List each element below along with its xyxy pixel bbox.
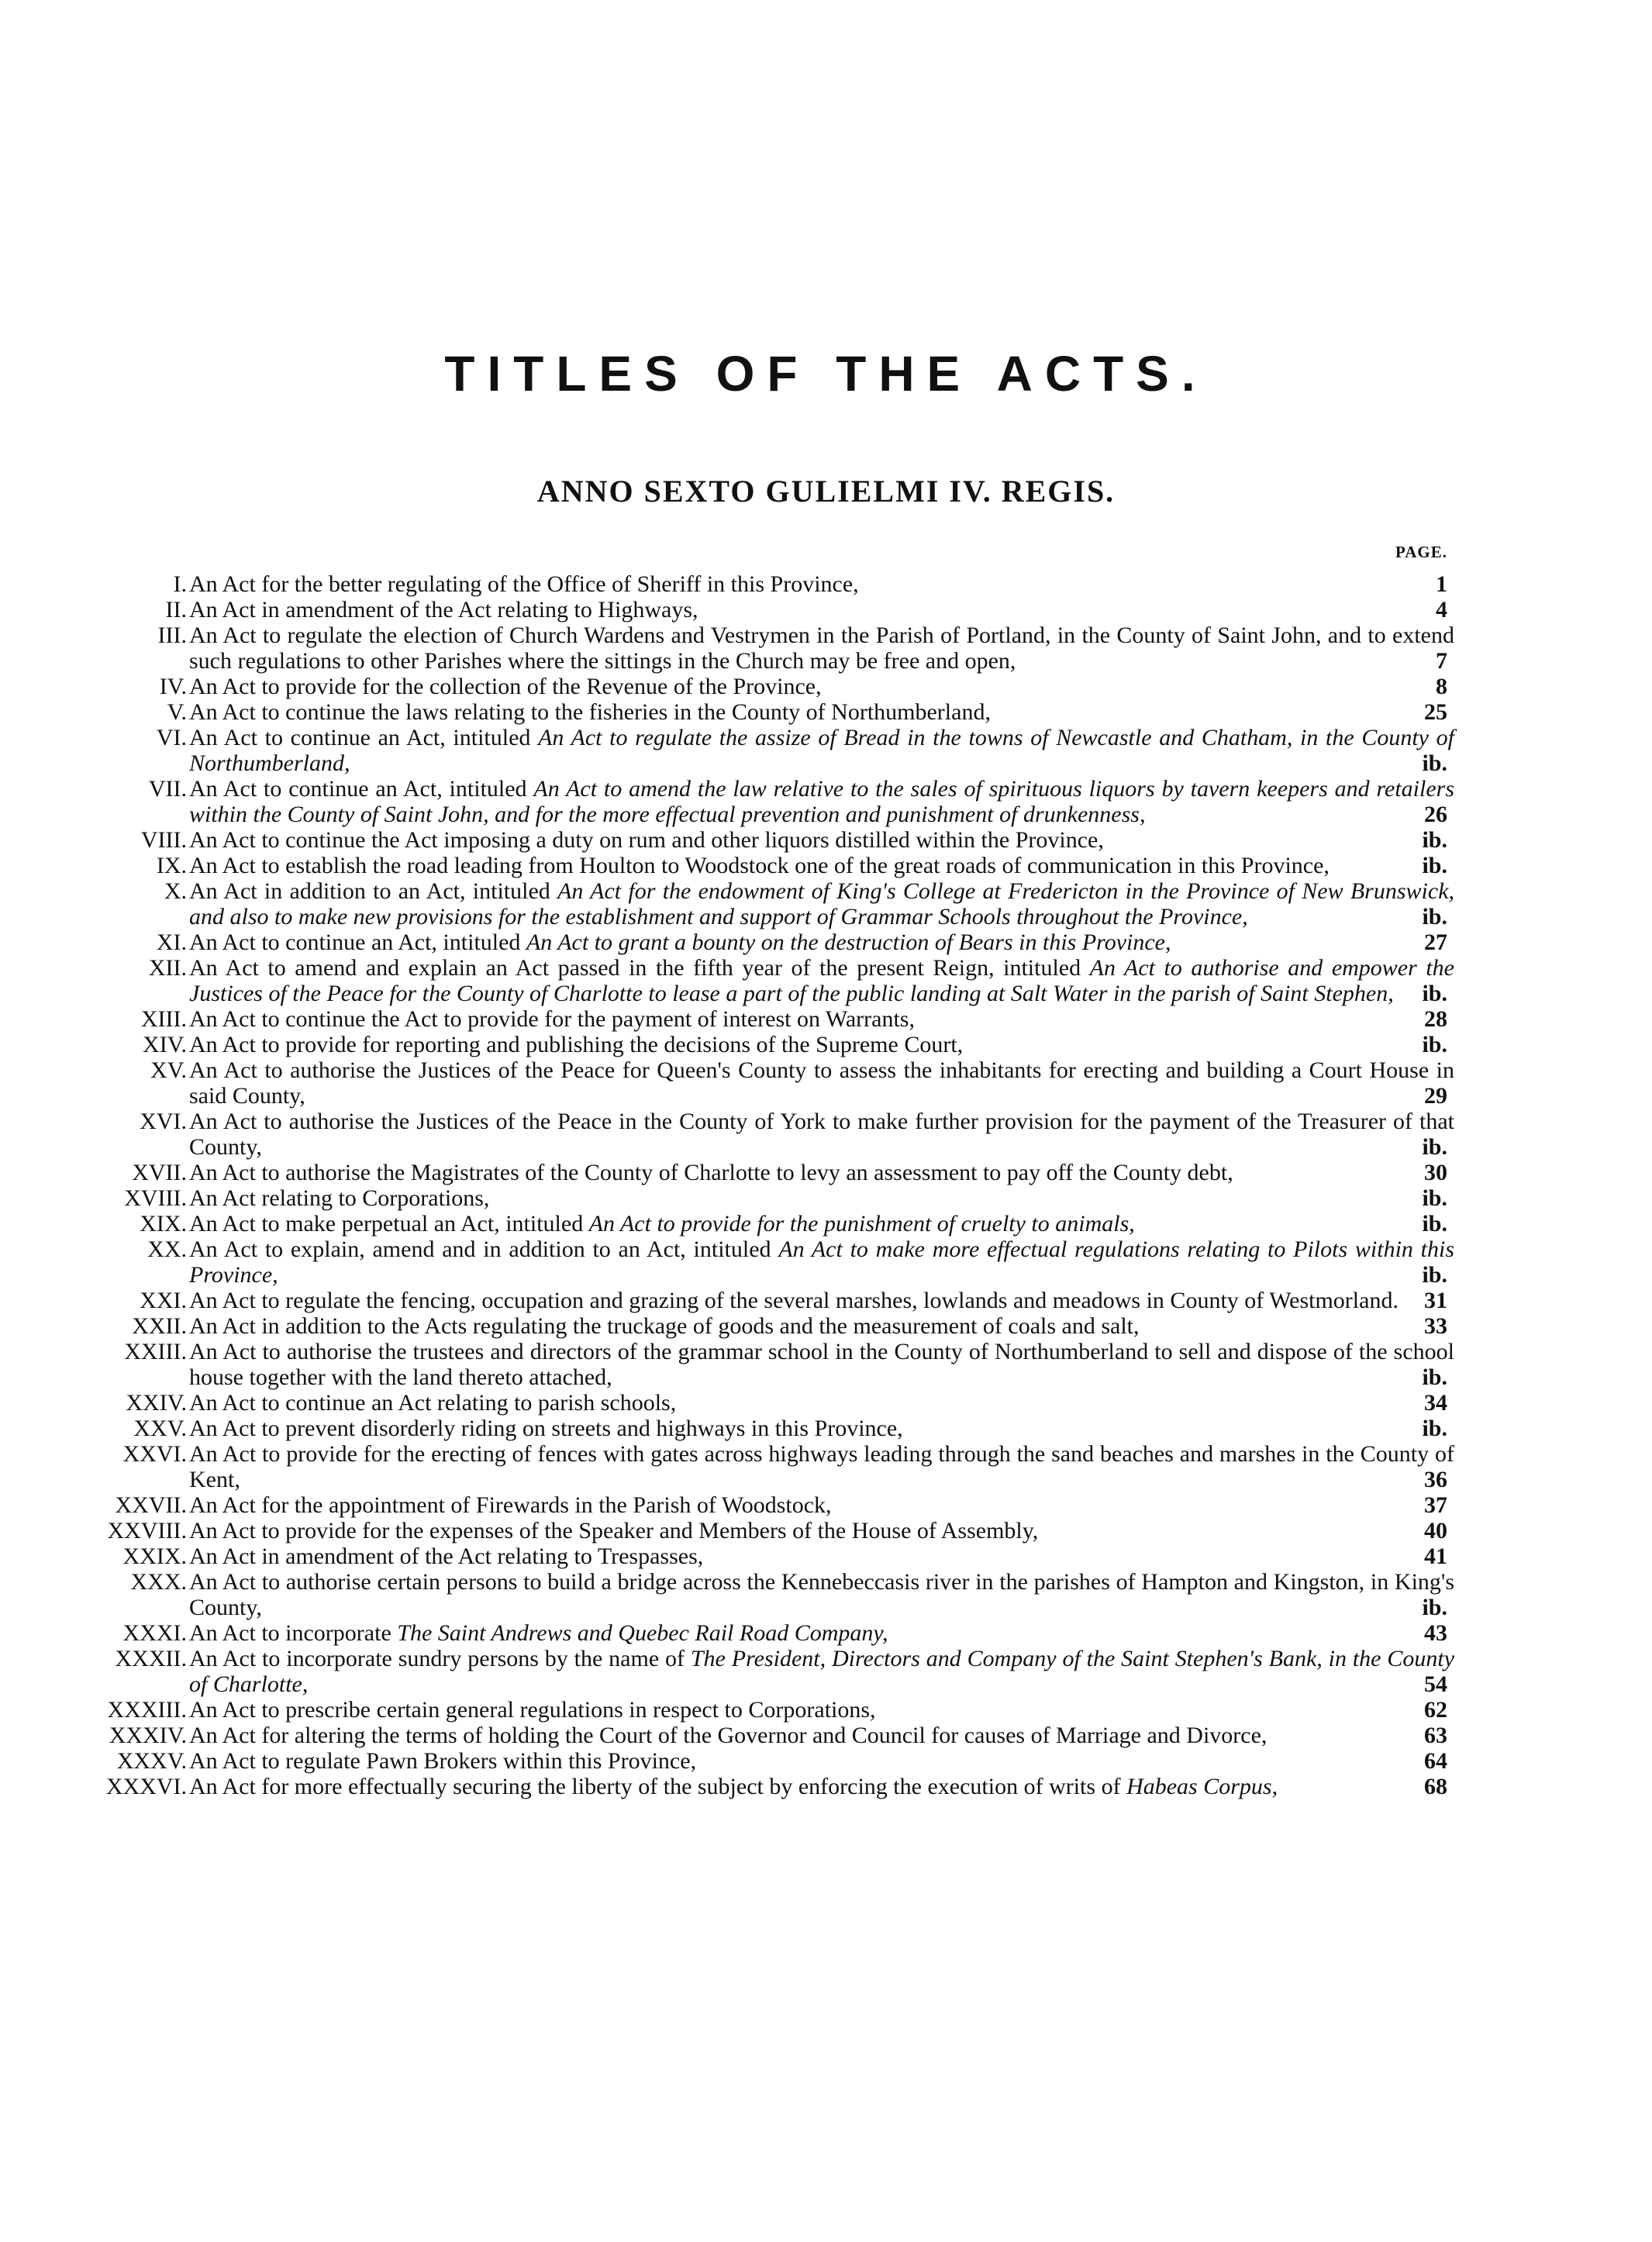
act-entry <box>0 623 1652 674</box>
act-page: 8 <box>1436 674 1447 699</box>
act-entry <box>0 1109 1652 1160</box>
act-title-text: An Act to make perpetual an Act, intituled <box>189 1211 584 1237</box>
act-title <box>189 1646 1454 1697</box>
act-title-italic: An Act for the endowment of King's College at Fredericton in the Province of New Brunswick, and also to make new provisions for the establishment and support of Grammar Schools throughout the Province, <box>189 878 1455 930</box>
act-number: VII. <box>148 776 187 802</box>
page-subtitle: ANNO SEXTO GULIELMI IV. REGIS. <box>536 474 1116 509</box>
act-number: XXXI. <box>122 1620 187 1646</box>
act-page: ib. <box>1422 750 1447 776</box>
act-title <box>189 1057 1454 1109</box>
act-page: 40 <box>1424 1518 1447 1544</box>
act-entry <box>0 1185 1652 1211</box>
act-title-text: An Act to continue the Act imposing a duty on rum and other liquors distilled within the Province, <box>189 827 1104 853</box>
act-title <box>189 1006 1454 1032</box>
act-number: XI. <box>156 930 187 955</box>
act-title <box>189 1390 1454 1416</box>
act-title-text: An Act relating to Corporations, <box>189 1185 490 1211</box>
act-title-text: An Act to provide for the expenses of the Speaker and Members of the House of Assembly, <box>189 1518 1039 1544</box>
act-number: VI. <box>156 725 187 750</box>
act-title <box>189 1416 1454 1441</box>
act-number: XXIII. <box>124 1339 187 1364</box>
act-title <box>189 674 1454 699</box>
act-number: XXXII. <box>115 1646 187 1671</box>
act-title-text: An Act to incorporate sundry persons by the name of <box>189 1646 685 1671</box>
act-entry <box>0 878 1652 930</box>
act-number: XXIV. <box>126 1390 187 1416</box>
act-entry <box>0 571 1652 597</box>
act-title-text: An Act to authorise the trustees and directors of the grammar school in the County of Northumberland to sell and dispose of the school house together with the land thereto attached, <box>189 1339 1454 1390</box>
act-entry <box>0 1441 1652 1492</box>
act-entry <box>0 853 1652 878</box>
act-number: IV. <box>159 674 187 699</box>
act-number: XXV. <box>133 1416 187 1441</box>
act-page: 64 <box>1424 1748 1447 1774</box>
act-entry <box>0 1211 1652 1237</box>
act-entry <box>0 1160 1652 1185</box>
act-entry <box>0 725 1652 776</box>
act-number: XXIX. <box>122 1544 187 1569</box>
act-number: XIX. <box>140 1211 187 1237</box>
act-title <box>189 930 1454 955</box>
act-number: VIII. <box>140 827 187 853</box>
act-title-text: An Act to regulate the election of Church Wardens and Vestrymen in the Parish of Portland, in the County of Saint John, and to extend such regulations to other Parishes where the sittings in the Church may be free and open, <box>189 623 1454 674</box>
act-number: XXXV. <box>116 1748 187 1774</box>
act-number: II. <box>165 597 187 623</box>
act-page: ib. <box>1422 981 1447 1006</box>
act-title-text: An Act to authorise the Magistrates of the County of Charlotte to levy an assessment to pay off the County debt, <box>189 1160 1233 1185</box>
act-number: XXXIV. <box>109 1723 187 1748</box>
act-number: XX. <box>147 1237 187 1262</box>
act-number: V. <box>167 699 187 725</box>
act-title-text: An Act to continue an Act relating to parish schools, <box>189 1390 677 1416</box>
act-entry <box>0 1774 1652 1799</box>
act-title-text: An Act in addition to an Act, intituled <box>189 878 550 904</box>
act-page: ib. <box>1422 904 1447 930</box>
act-title <box>189 1339 1454 1390</box>
act-title-text: An Act to provide for the collection of the Revenue of the Province, <box>189 674 822 699</box>
act-entry <box>0 1339 1652 1390</box>
act-page: 4 <box>1436 597 1447 623</box>
act-page: ib. <box>1422 1211 1447 1237</box>
act-page: ib. <box>1422 1262 1447 1288</box>
act-number: XVII. <box>132 1160 187 1185</box>
act-title <box>189 1032 1454 1057</box>
act-title <box>189 1313 1454 1339</box>
act-title-italic: An Act to amend the law relative to the sales of spirituous liquors by tavern keepers and retailers within the County of Saint John, and for the more effectual prevention and punishment of drunkenness, <box>189 776 1454 827</box>
act-title-text: An Act to continue an Act, intituled <box>189 930 521 955</box>
act-entry <box>0 776 1652 827</box>
act-page: 29 <box>1424 1083 1447 1109</box>
page-title: TITLES OF THE ACTS. <box>444 346 1208 402</box>
act-title-text: An Act to prescribe certain general regulations in respect to Corporations, <box>189 1697 876 1723</box>
act-title <box>189 1211 1454 1237</box>
act-title-text: An Act for more effectually securing the liberty of the subject by enforcing the execution of writs of <box>189 1774 1121 1799</box>
act-title-text: An Act to continue the Act to provide for the payment of interest on Warrants, <box>189 1006 915 1032</box>
act-number: XXI. <box>140 1288 187 1313</box>
page-column-header: PAGE. <box>1395 543 1448 561</box>
act-title-text: An Act to explain, amend and in addition to an Act, intituled <box>189 1237 771 1262</box>
act-title-text: An Act for the better regulating of the Office of Sheriff in this Province, <box>189 571 859 597</box>
act-page: 7 <box>1436 648 1447 674</box>
act-title <box>189 1185 1454 1211</box>
act-page: 28 <box>1424 1006 1447 1032</box>
act-page: ib. <box>1422 853 1447 878</box>
act-page: 30 <box>1424 1160 1447 1185</box>
act-entry <box>0 699 1652 725</box>
act-title-italic: The President, Directors and Company of the Saint Stephen's Bank, in the County of Charlotte, <box>189 1646 1455 1697</box>
act-entry <box>0 1492 1652 1518</box>
act-title-text: An Act in amendment of the Act relating to Trespasses, <box>189 1544 704 1569</box>
act-entry <box>0 955 1652 1006</box>
act-title <box>189 699 1454 725</box>
act-title <box>189 1288 1454 1313</box>
act-entry <box>0 1390 1652 1416</box>
act-page: 62 <box>1424 1697 1447 1723</box>
act-title-text: An Act to continue an Act, intituled <box>189 776 527 802</box>
act-title-italic: An Act to grant a bounty on the destruction of Bears in this Province, <box>526 930 1171 955</box>
act-entry <box>0 1697 1652 1723</box>
act-title-text: An Act to prevent disorderly riding on streets and highways in this Province, <box>189 1416 903 1441</box>
act-number: XXII. <box>132 1313 187 1339</box>
act-title-text: An Act to provide for reporting and publishing the decisions of the Supreme Court, <box>189 1032 964 1057</box>
act-page: 1 <box>1436 571 1447 597</box>
act-page: 37 <box>1424 1492 1447 1518</box>
act-entry <box>0 1620 1652 1646</box>
act-page: 26 <box>1424 802 1447 827</box>
act-title-italic: An Act to make more effectual regulations relating to Pilots within this Province, <box>189 1237 1455 1288</box>
act-title-text: An Act to amend and explain an Act passed in the fifth year of the present Reign, intituled <box>189 955 1081 981</box>
act-page: ib. <box>1422 1134 1447 1160</box>
act-page: ib. <box>1422 1185 1447 1211</box>
act-entry <box>0 1544 1652 1569</box>
act-number: XII. <box>148 955 187 981</box>
act-title <box>189 1723 1454 1748</box>
act-page: 54 <box>1424 1671 1447 1697</box>
act-entry <box>0 1569 1652 1620</box>
act-entry <box>0 827 1652 853</box>
act-entry <box>0 1288 1652 1313</box>
act-entry <box>0 597 1652 623</box>
act-title-italic: An Act to provide for the punishment of cruelty to animals, <box>588 1211 1135 1237</box>
act-title <box>189 623 1454 674</box>
act-number: III. <box>157 623 187 648</box>
act-number: IX. <box>156 853 187 878</box>
act-title-text: An Act for the appointment of Firewards in the Parish of Woodstock, <box>189 1492 832 1518</box>
act-title-text: An Act to continue the laws relating to the fisheries in the County of Northumberland, <box>189 699 991 725</box>
act-page: 63 <box>1424 1723 1447 1748</box>
act-title <box>189 1441 1454 1492</box>
act-title-text: An Act to regulate Pawn Brokers within this Province, <box>189 1748 697 1774</box>
act-entry <box>0 930 1652 955</box>
act-title <box>189 1748 1454 1774</box>
act-page: ib. <box>1422 1595 1447 1620</box>
act-title-italic: An Act to regulate the assize of Bread in the towns of Newcastle and Chatham, in the County of Northumberland, <box>189 725 1455 776</box>
act-entry <box>0 674 1652 699</box>
act-title <box>189 1492 1454 1518</box>
act-title-text: An Act for altering the terms of holding the Court of the Governor and Council for causes of Marriage and Divorce, <box>189 1723 1267 1748</box>
act-number: I. <box>173 571 187 597</box>
act-entry <box>0 1237 1652 1288</box>
act-title-text: An Act to authorise the Justices of the Peace for Queen's County to assess the inhabitants for erecting and building a Court House in said County, <box>189 1057 1454 1109</box>
act-page: 68 <box>1424 1774 1447 1799</box>
act-number: XXXIII. <box>107 1697 187 1723</box>
act-title <box>189 571 1454 597</box>
act-number: XXVI. <box>122 1441 187 1467</box>
act-number: XVIII. <box>124 1185 187 1211</box>
act-number: XIII. <box>140 1006 187 1032</box>
act-title <box>189 853 1454 878</box>
act-title <box>189 1518 1454 1544</box>
act-page: 27 <box>1424 930 1447 955</box>
act-title-text: An Act in amendment of the Act relating to Highways, <box>189 597 698 623</box>
act-page: 34 <box>1424 1390 1447 1416</box>
act-title-text: An Act to provide for the erecting of fences with gates across highways leading through the sand beaches and marshes in the County of Kent, <box>189 1441 1454 1492</box>
act-entry <box>0 1518 1652 1544</box>
act-title-text: An Act to incorporate <box>189 1620 391 1646</box>
act-number: XXVII. <box>115 1492 187 1518</box>
act-entry <box>0 1723 1652 1748</box>
act-entry <box>0 1416 1652 1441</box>
act-number: XV. <box>150 1057 187 1083</box>
act-title <box>189 597 1454 623</box>
act-title <box>189 1237 1454 1288</box>
act-title-text: An Act to regulate the fencing, occupation and grazing of the several marshes, lowlands and meadows in County of Westmorland. <box>189 1288 1399 1313</box>
act-title <box>189 725 1454 776</box>
act-entry <box>0 1057 1652 1109</box>
act-title-italic: The Saint Andrews and Quebec Rail Road Company, <box>397 1620 888 1646</box>
act-title <box>189 1544 1454 1569</box>
act-title <box>189 827 1454 853</box>
act-title-text: An Act to establish the road leading from Houlton to Woodstock one of the great roads of communication in this Province, <box>189 853 1330 878</box>
act-page: ib. <box>1422 1416 1447 1441</box>
act-title <box>189 1774 1454 1799</box>
act-number: XVI. <box>140 1109 187 1134</box>
act-page: 31 <box>1424 1288 1447 1313</box>
act-number: XXVIII. <box>107 1518 187 1544</box>
act-number: XXXVI. <box>105 1774 187 1799</box>
act-title <box>189 1620 1454 1646</box>
act-page: ib. <box>1422 827 1447 853</box>
act-page: ib. <box>1422 1032 1447 1057</box>
act-title <box>189 776 1454 827</box>
act-number: XIV. <box>143 1032 187 1057</box>
act-title-italic: Habeas Corpus, <box>1126 1774 1278 1799</box>
act-page: 25 <box>1424 699 1447 725</box>
act-title-text: An Act to authorise the Justices of the Peace in the County of York to make further provision for the payment of the Treasurer of that County, <box>189 1109 1454 1160</box>
act-title <box>189 1697 1454 1723</box>
act-title <box>189 955 1454 1006</box>
act-entry <box>0 1646 1652 1697</box>
act-title-text: An Act to continue an Act, intituled <box>189 725 531 750</box>
act-entry <box>0 1032 1652 1057</box>
act-title <box>189 1569 1454 1620</box>
act-page: 33 <box>1424 1313 1447 1339</box>
act-page: 41 <box>1424 1544 1447 1569</box>
act-number: XXX. <box>130 1569 187 1595</box>
act-title <box>189 878 1454 930</box>
act-title <box>189 1109 1454 1160</box>
act-page: ib. <box>1422 1364 1447 1390</box>
act-entry <box>0 1748 1652 1774</box>
act-page: 36 <box>1424 1467 1447 1492</box>
act-page: 43 <box>1424 1620 1447 1646</box>
act-title-italic: An Act to authorise and empower the Justices of the Peace for the County of Charlotte to lease a part of the public landing at Salt Water in the parish of Saint Stephen, <box>189 955 1454 1006</box>
act-number: X. <box>164 878 187 904</box>
act-title-text: An Act to authorise certain persons to build a bridge across the Kennebeccasis river in the parishes of Hampton and Kingston, in King's County, <box>189 1569 1454 1620</box>
act-entry <box>0 1006 1652 1032</box>
act-title-text: An Act in addition to the Acts regulating the truckage of goods and the measurement of coals and salt, <box>189 1313 1140 1339</box>
act-entry <box>0 1313 1652 1339</box>
act-title <box>189 1160 1454 1185</box>
acts-list <box>0 571 1652 1799</box>
